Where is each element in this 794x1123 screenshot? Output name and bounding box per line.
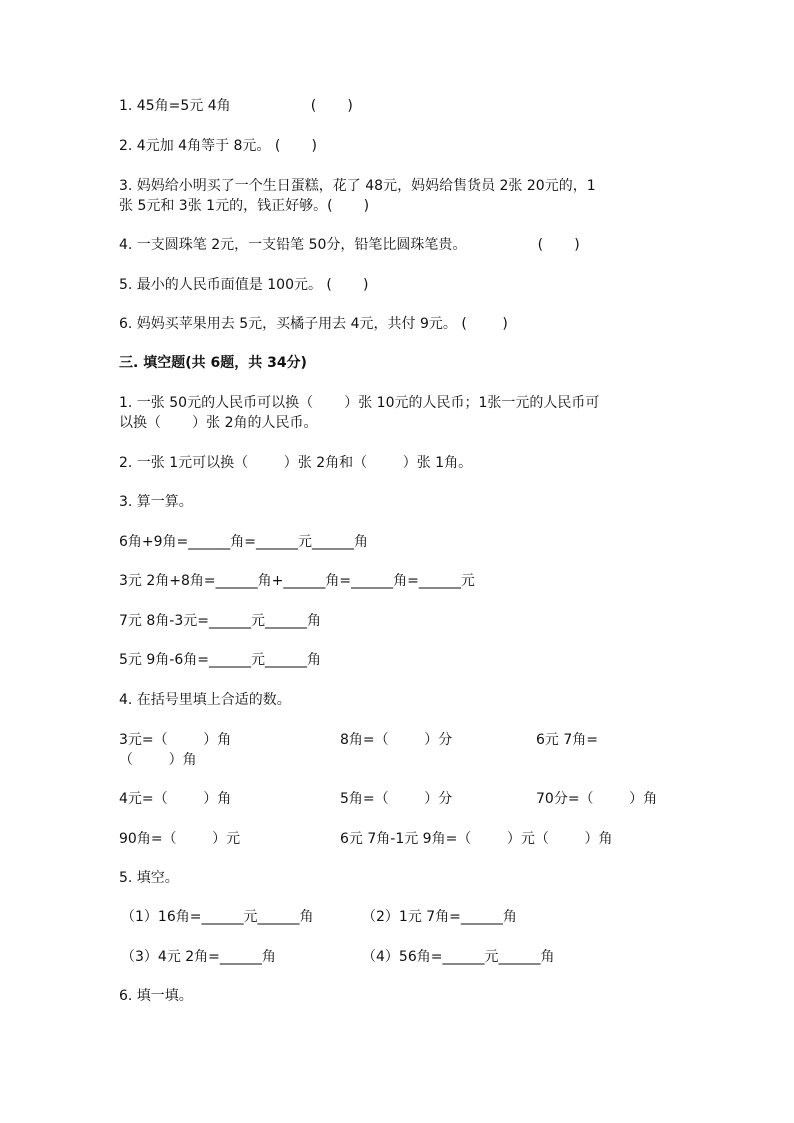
- fill-q4-item: （ ）角: [119, 752, 197, 768]
- fill-q3-row: 3元 2角+8角=______角+______角=______角=______元: [119, 573, 475, 589]
- fill-q4-item: 6元 7角-1元 9角=（ ）元（ ）角: [340, 831, 613, 847]
- fill-q3-row: 6角+9角=______角=______元______角: [119, 534, 369, 550]
- judge-q4: 4. 一支圆珠笔 2元，一支铅笔 50分，铅笔比圆珠笔贵。 ( ): [119, 237, 580, 253]
- judge-q6: 6. 妈妈买苹果用去 5元，买橘子用去 4元，共付 9元。 ( ): [119, 316, 508, 332]
- fill-q4-item: 70分=（ ）角: [536, 791, 658, 807]
- fill-q3-row: 7元 8角-3元=______元______角: [119, 613, 321, 629]
- fill-q5-title: 5. 填空。: [119, 870, 179, 886]
- fill-q4-item: 90角=（ ）元: [119, 831, 241, 847]
- judge-q5: 5. 最小的人民币面值是 100元。 ( ): [119, 277, 369, 293]
- judge-q1: 1. 45角=5元 4角 ( ): [119, 98, 353, 114]
- judge-q3-line1: 3. 妈妈给小明买了一个生日蛋糕，花了 48元，妈妈给售货员 2张 20元的，1: [119, 178, 596, 194]
- fill-q1-line2: 以换（ ）张 2角的人民币。: [119, 415, 318, 431]
- fill-q5-item: （3）4元 2角=______角: [121, 949, 276, 965]
- fill-q2: 2. 一张 1元可以换（ ）张 2角和（ ）张 1角。: [119, 455, 473, 471]
- section3-title: 三. 填空题(共 6题，共 34分): [119, 355, 307, 371]
- fill-q4-item: 4元=（ ）角: [119, 791, 232, 807]
- fill-q4-item: 6元 7角=: [536, 732, 598, 748]
- fill-q4-title: 4. 在括号里填上合适的数。: [119, 692, 291, 708]
- fill-q4-item: 8角=（ ）分: [340, 732, 453, 748]
- fill-q4-item: 5角=（ ）分: [340, 791, 453, 807]
- fill-q5-item: （2）1元 7角=______角: [362, 909, 517, 925]
- judge-q3-line2: 张 5元和 3张 1元的，钱正好够。( ): [119, 198, 370, 214]
- fill-q1-line1: 1. 一张 50元的人民币可以换（ ）张 10元的人民币；1张一元的人民币可: [119, 395, 600, 411]
- fill-q3-title: 3. 算一算。: [119, 494, 193, 510]
- fill-q4-item: 3元=（ ）角: [119, 732, 232, 748]
- judge-q2: 2. 4元加 4角等于 8元。 ( ): [119, 138, 317, 154]
- fill-q5-item: （1）16角=______元______角: [121, 909, 314, 925]
- fill-q3-row: 5元 9角-6角=______元______角: [119, 652, 321, 668]
- fill-q5-item: （4）56角=______元______角: [362, 949, 555, 965]
- fill-q6-title: 6. 填一填。: [119, 988, 193, 1004]
